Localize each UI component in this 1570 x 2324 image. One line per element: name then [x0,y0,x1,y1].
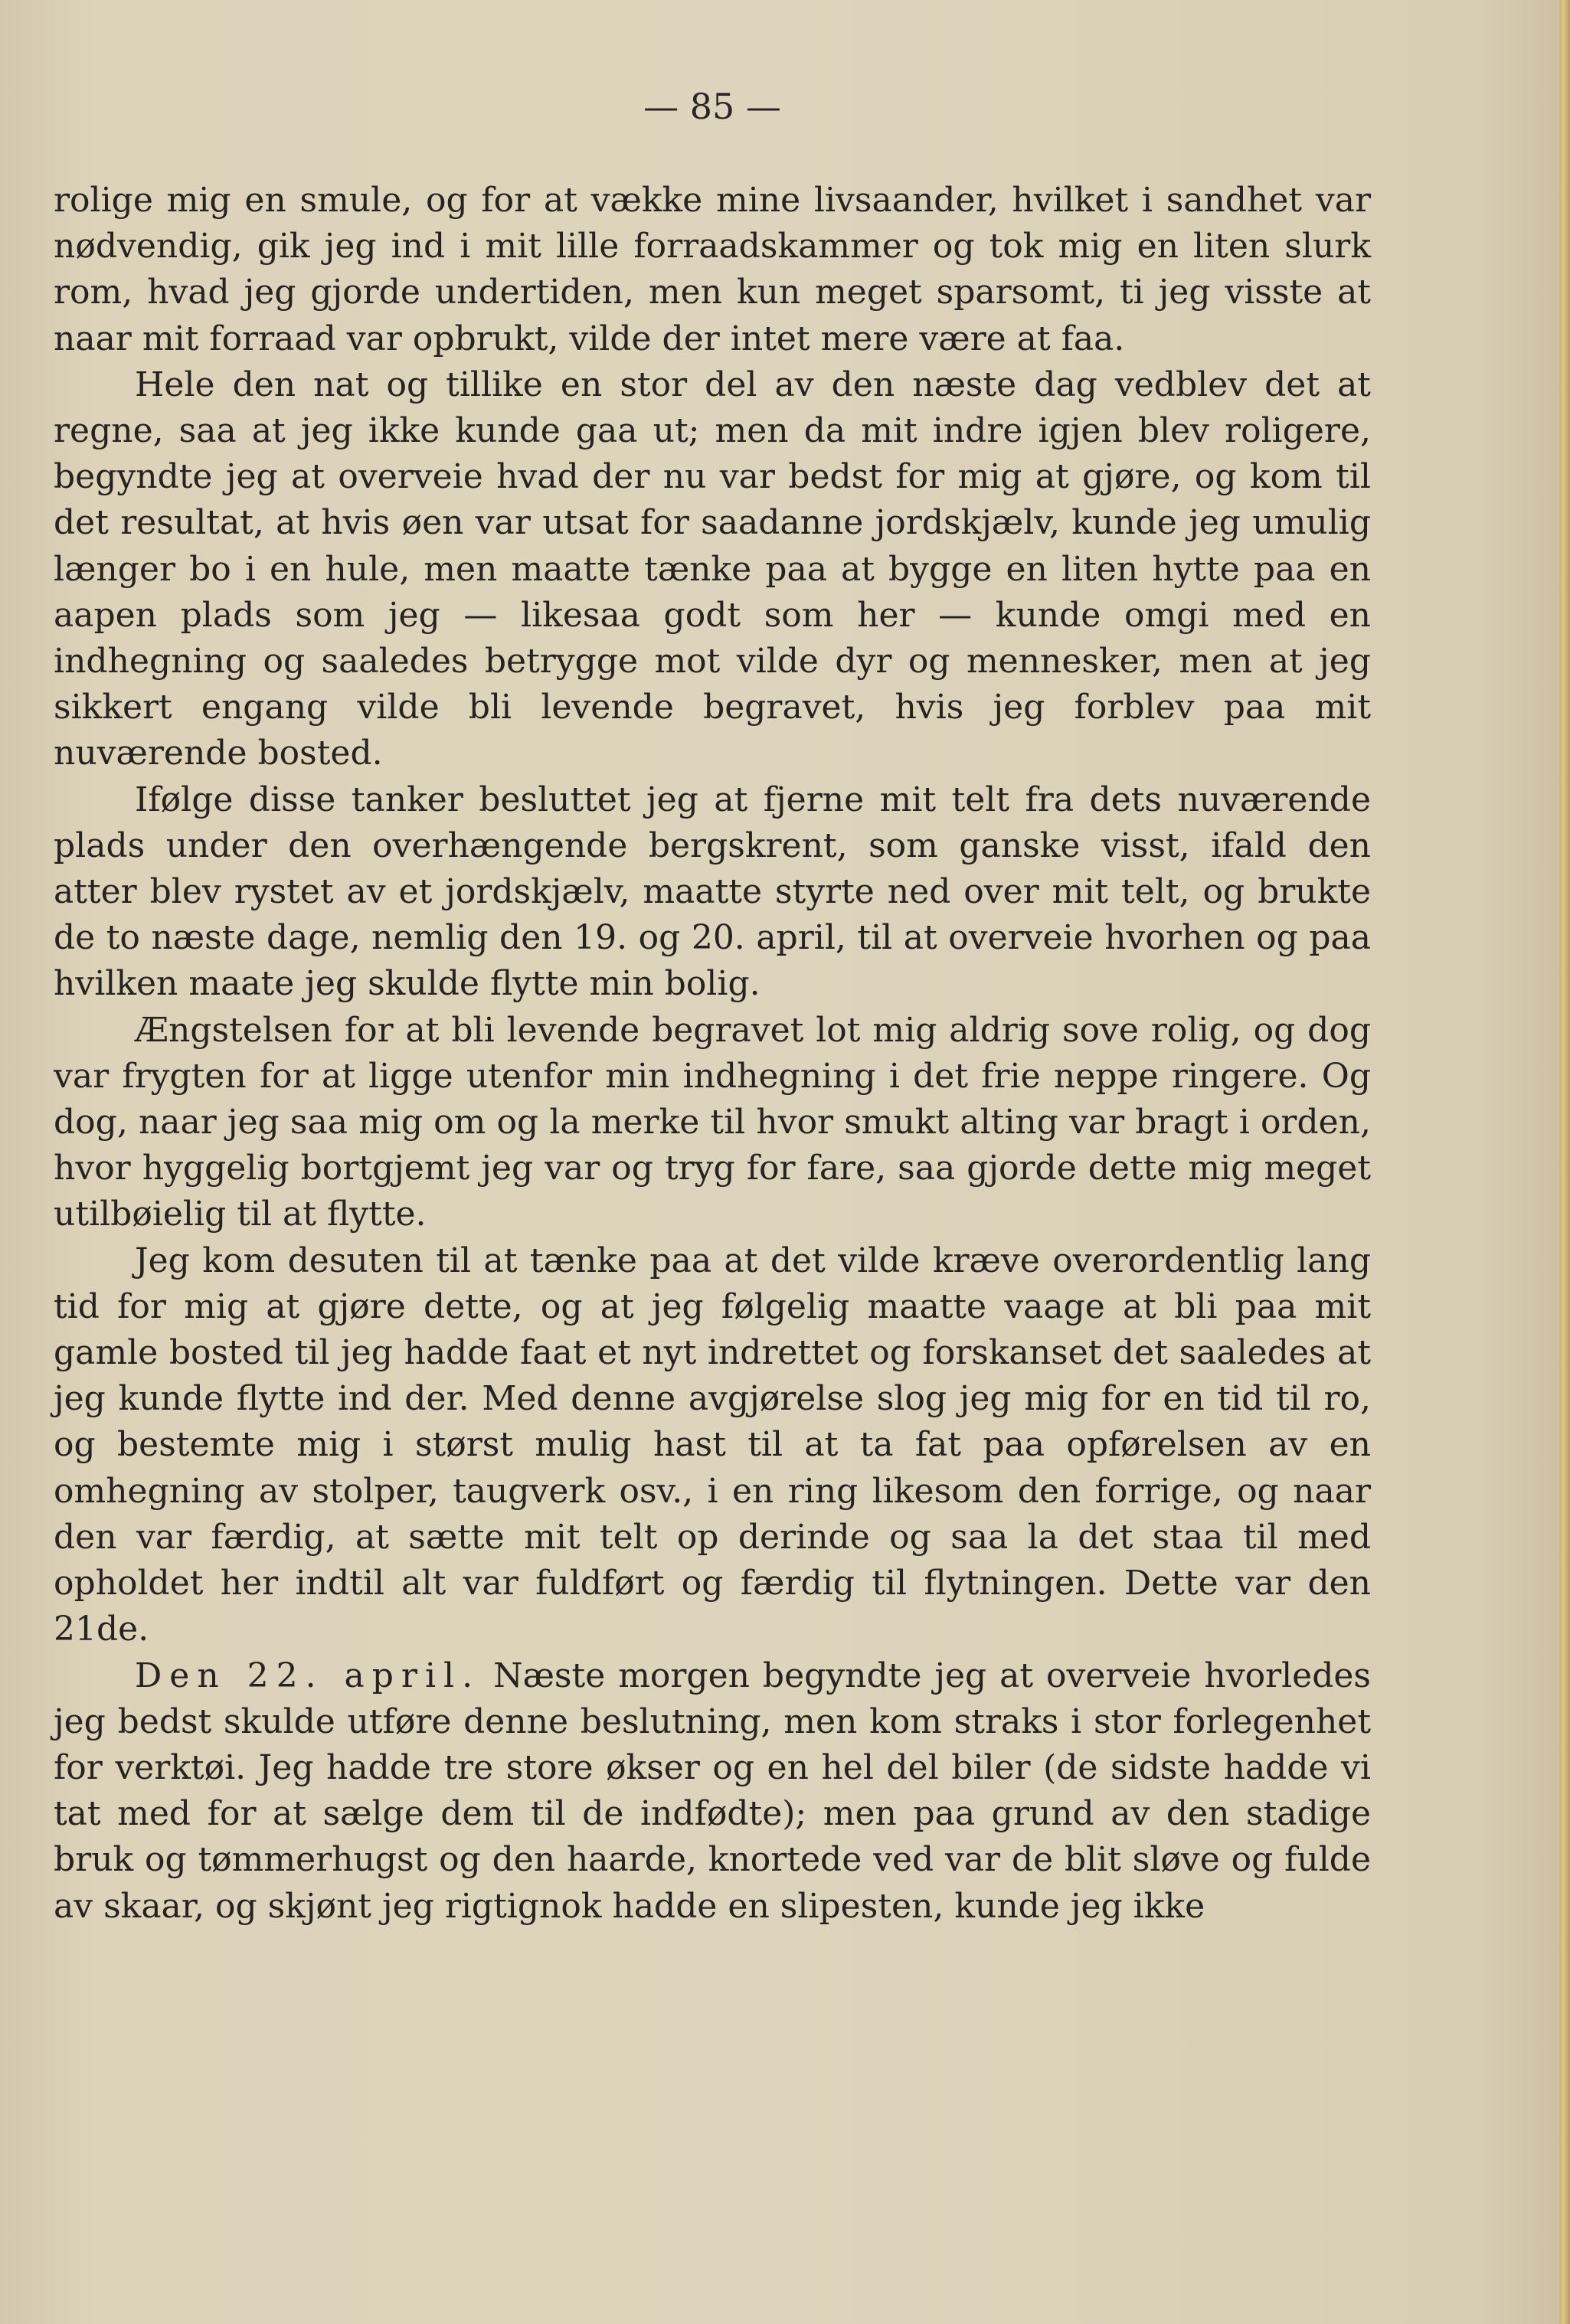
page-number: — 85 — [643,86,781,127]
paragraph-text: Næste morgen begyndte jeg at overveie hvorledes jeg bedst skulde utføre denne beslutning, men kom straks i stor forlegenhet for verktøi. Jeg hadde tre store økser og en hel del biler (de sidste hadde vi tat med for at sælge dem til de indfødte); men paa grund av den stadige bruk og tømmerhugst og den haarde, knortede ved var de blit sløve og fulde av skaar, og skjønt jeg rigtignok hadde en slipesten, kunde jeg ikke [54,1656,1372,1926]
paragraph: rolige mig en smule, og for at vække mine livsaander, hvilket i sandhet var nødvendig, gik jeg ind i mit lille forraadskammer og tok mig en liten slurk rom, hvad jeg gjorde undertiden, men kun meget sparsomt, ti jeg visste at naar mit forraad var opbrukt, vilde der intet mere være at faa. [54,181,1371,358]
paragraph: Ifølge disse tanker besluttet jeg at fjerne mit telt fra dets nuværende plads under den overhængende bergskrent, som ganske visst, ifald den atter blev rystet av et jordskjælv, maatte styrte ned over mit telt, og brukte de to næste dage, nemlig den 19. og 20. april, til at overveie hvorhen og paa hvilken maate jeg skulde flytte min bolig. [54,780,1371,1004]
date-heading: Den 22. april. [135,1656,481,1695]
paragraph: Ængstelsen for at bli levende begravet lot mig aldrig sove rolig, og dog var frygten for at ligge utenfor min indhegning i det frie neppe ringere. Og dog, naar jeg saa mig om og la merke til hvor smukt alting var bragt i orden, hvor hyggelig bortgjemt jeg var og tryg for fare, saa gjorde dette mig meget utilbøielig til at flytte. [54,1010,1371,1234]
paragraph: Hele den nat og tillike en stor del av den næste dag vedblev det at regne, saa at jeg ikke kunde gaa ut; men da mit indre igjen blev roligere, begyndte jeg at overveie hvad der nu var bedst for mig at gjøre, og kom til det resultat, at hvis øen var utsat for saadanne jordskjælv, kunde jeg umulig længer bo i en hule, men maatte tænke paa at bygge en liten hytte paa en aapen plads som jeg — likesaa godt som her — kunde omgi med en indhegning og saaledes betrygge mot vilde dyr og mennesker, men at jeg sikkert engang vilde bli levende begravet, hvis jeg forblev paa mit nuværende bosted. [54,364,1371,773]
page-edge [1559,0,1570,2324]
paragraph [54,1653,1371,1930]
body-text [54,178,1371,1930]
paragraph: Jeg kom desuten til at tænke paa at det vilde kræve overordentlig lang tid for mig at gjøre dette, og at jeg følgelig maatte vaage at bli paa mit gamle bosted til jeg hadde faat et nyt indrettet og forskanset det saaledes at jeg kunde flytte ind der. Med denne avgjørelse slog jeg mig for en tid til ro, og bestemte mig i størst mulig hast til at ta fat paa opførelsen av en omhegning av stolper, taugverk osv., i en ring likesom den forrige, og naar den var færdig, at sætte mit telt op derinde og saa la det staa til med opholdet her indtil alt var fuldført og færdig til flytningen. Dette var den 21de. [54,1240,1371,1649]
